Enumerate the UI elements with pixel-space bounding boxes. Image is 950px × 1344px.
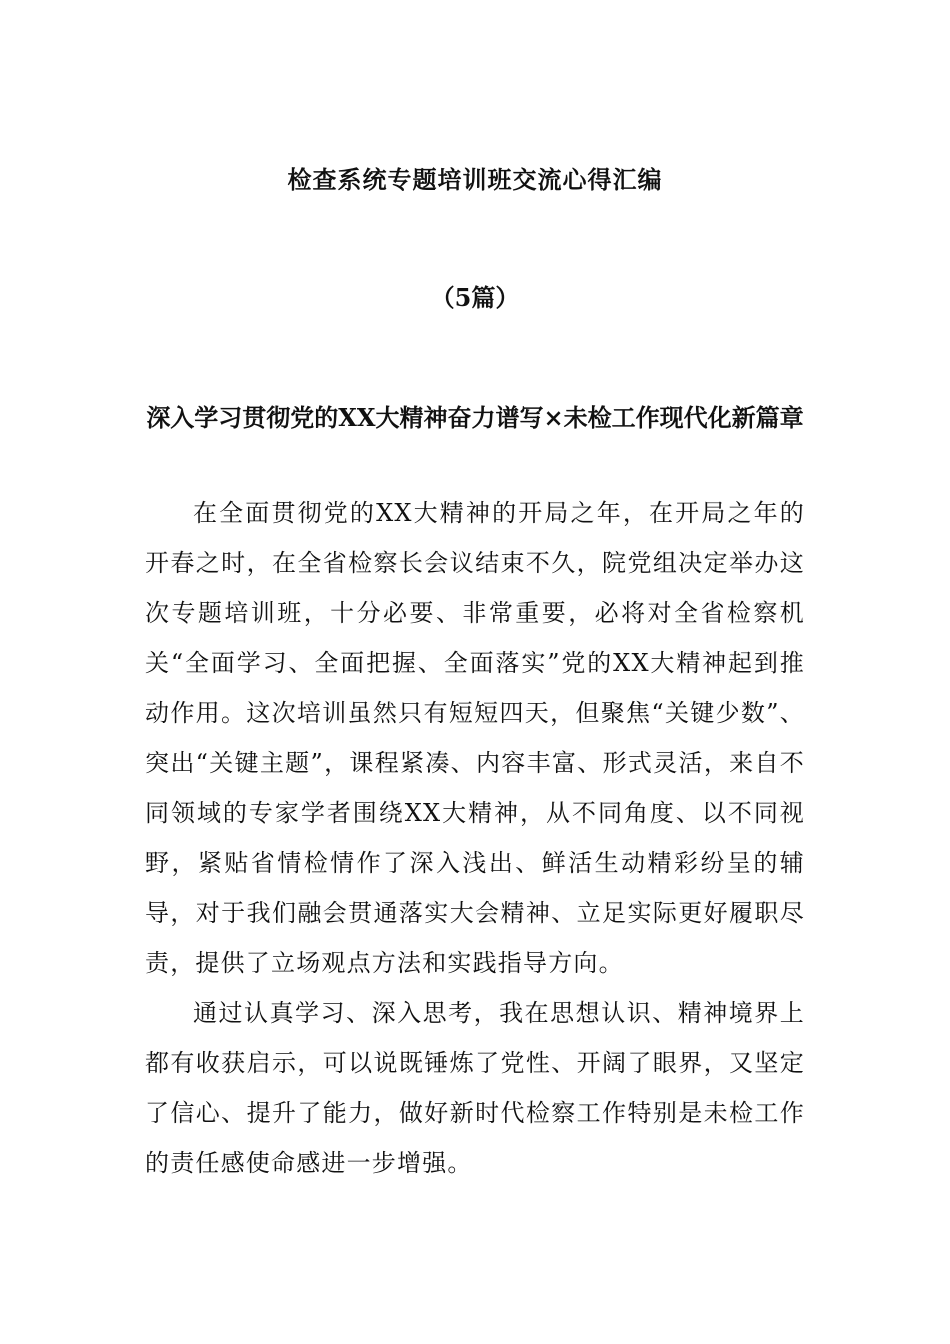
paragraph-2: 通过认真学习、深入思考，我在思想认识、精神境界上都有收获启示，可以说既锤炼了党性、开阔了眼界，又坚定了信心、提升了能力，做好新时代检察工作特别是未检工作的责任感使命感进一步增强。 xyxy=(145,999,805,1177)
paragraph-1: 在全面贯彻党的XX大精神的开局之年，在开局之年的开春之时，在全省检察长会议结束不久，院党组决定举办这次专题培训班，十分必要、非常重要，必将对全省检察机关“全面学习、全面把握、全面落实”党的XX大精神起到推动作用。这次培训虽然只有短短四天，但聚焦“关键少数”、突出“关键主题”，课程紧凑、内容丰富、形式灵活，来自不同领域的专家学者围绕XX大精神，从不同角度、以不同视野，紧贴省情检情作了深入浅出、鲜活生动精彩纷呈的辅导，对于我们融会贯通落实大会精神、立足实际更好履职尽责，提供了立场观点方法和实践指导方向。 xyxy=(145,499,805,977)
document-title: 检查系统专题培训班交流心得汇编 xyxy=(287,165,663,194)
article-title: 深入学习贯彻党的XX大精神奋力谱写×未检工作现代化新篇章 xyxy=(146,403,804,432)
article-body xyxy=(145,488,805,1188)
document-count: （5篇） xyxy=(430,283,520,312)
